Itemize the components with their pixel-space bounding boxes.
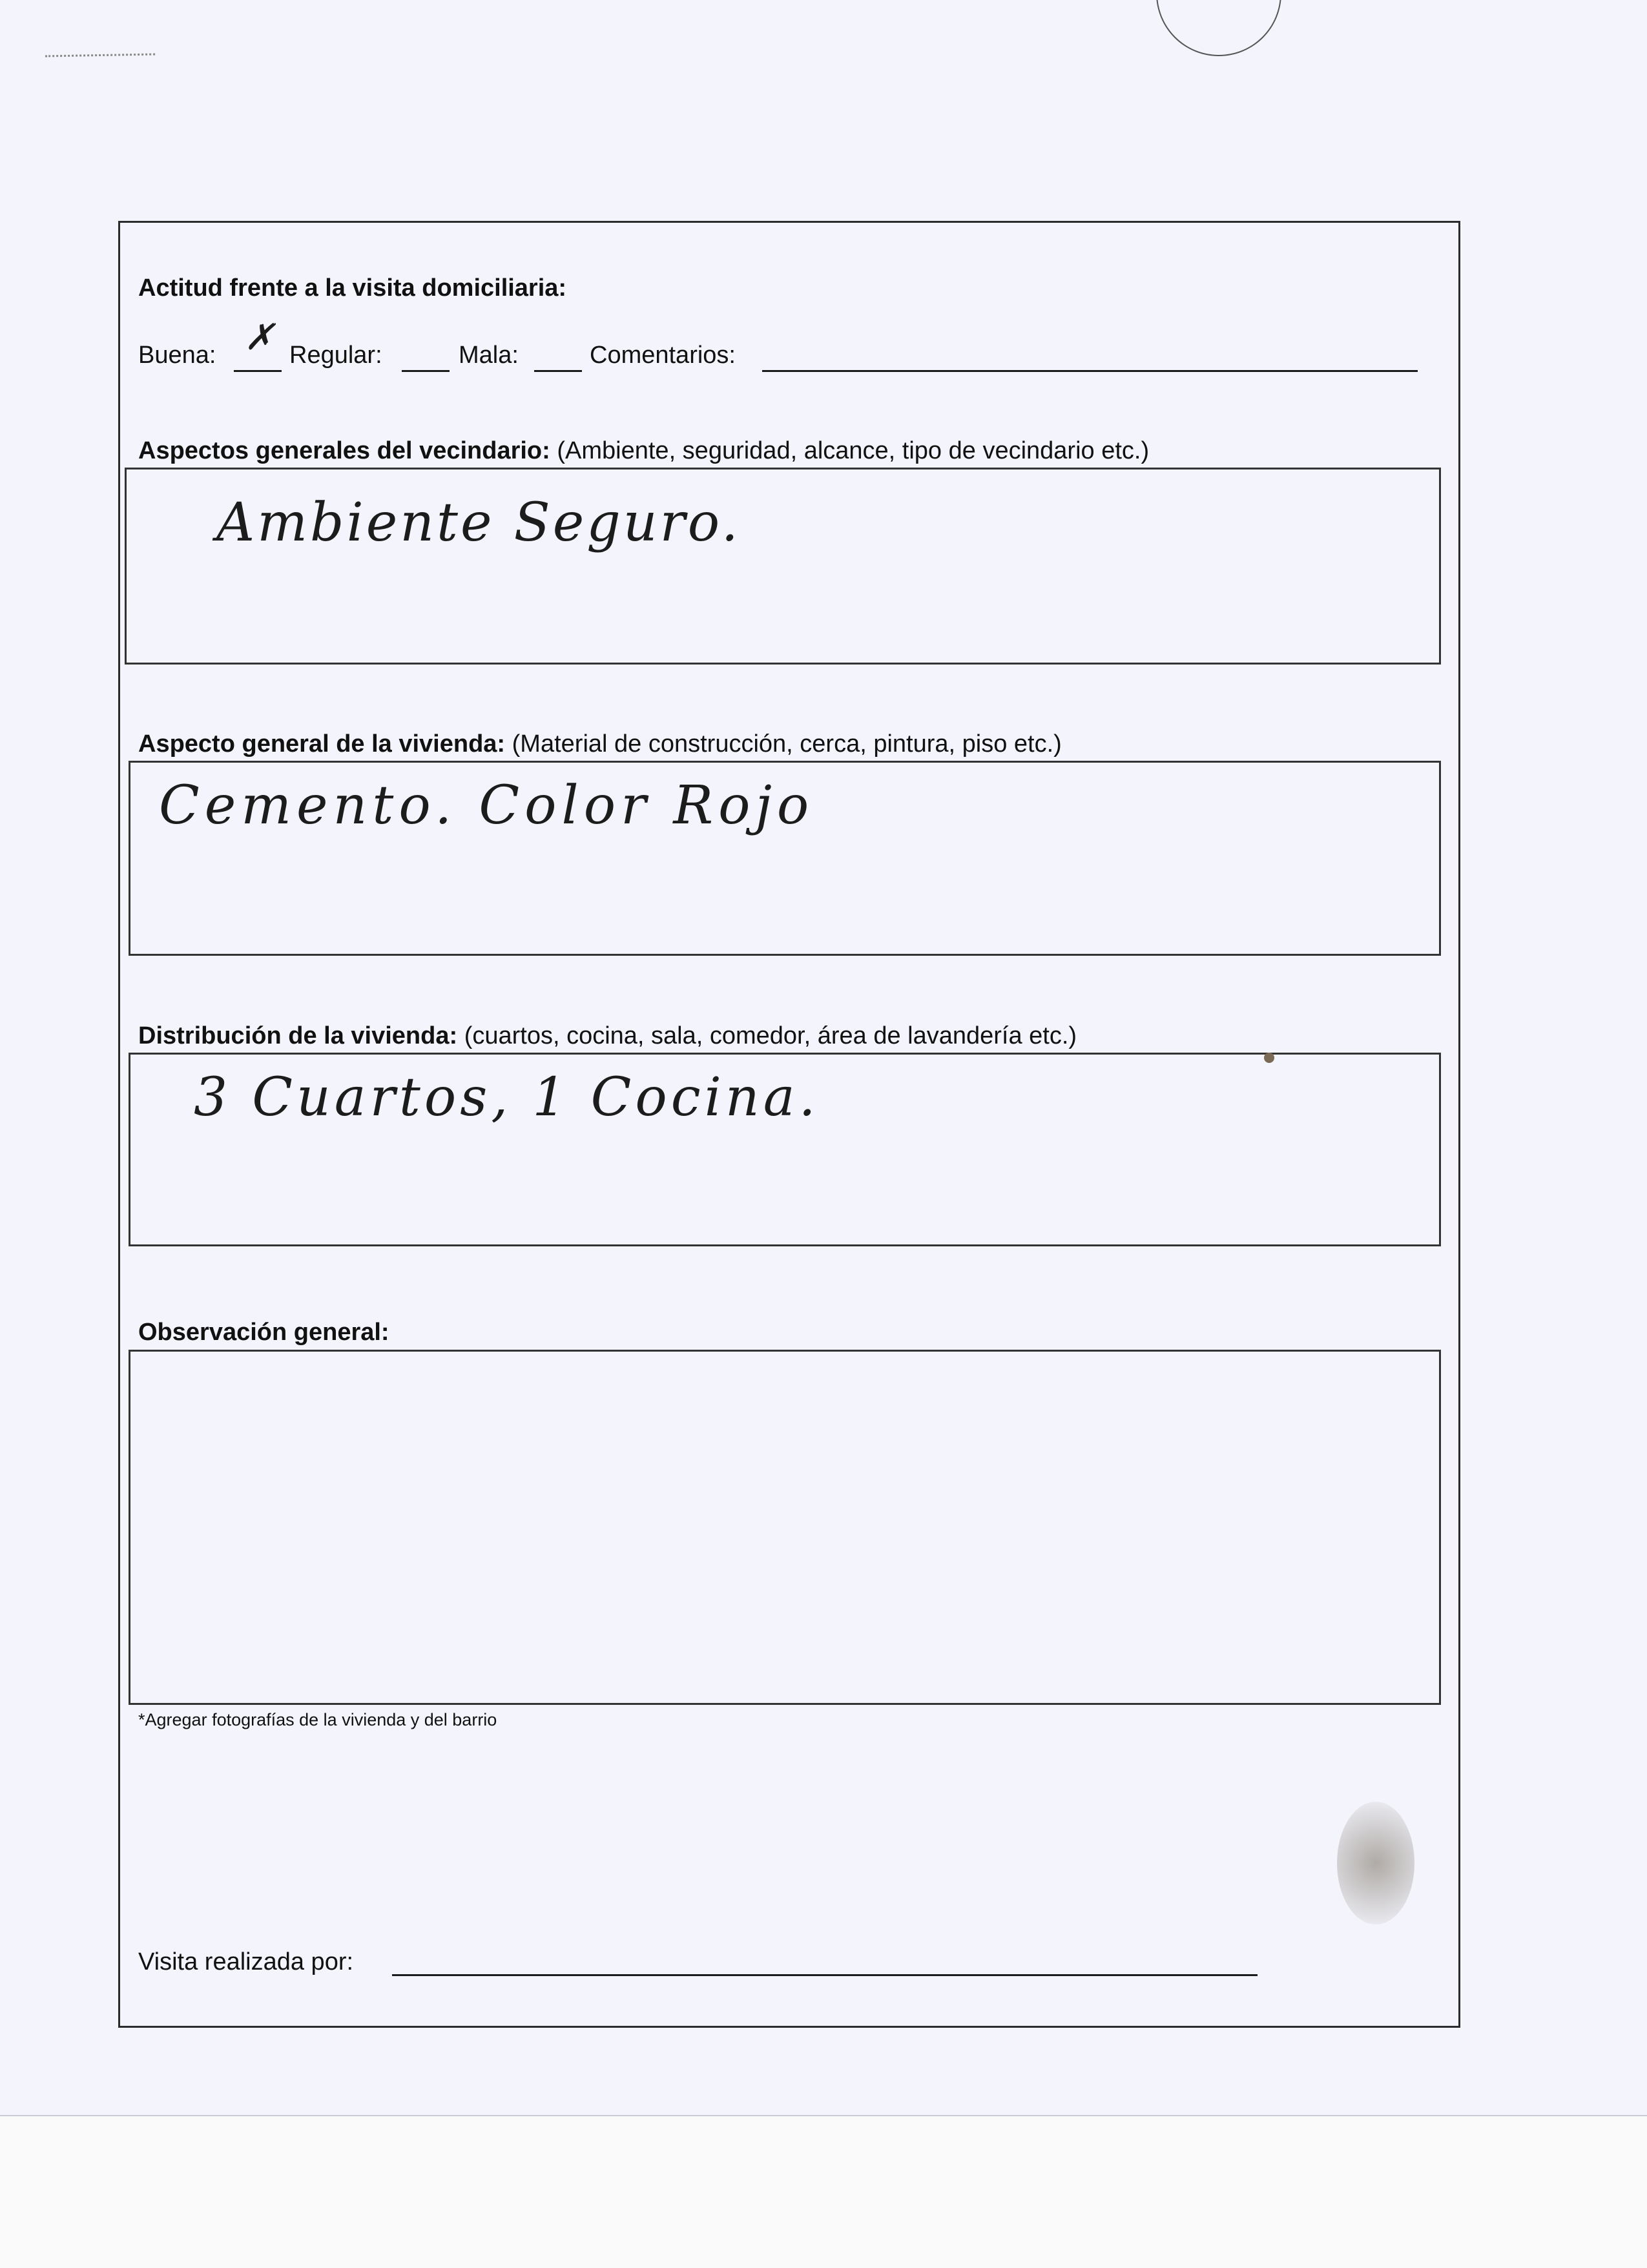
bad-field[interactable]: [534, 370, 582, 372]
dwelling-aspect-label-hint: (Material de construcción, cerca, pintura, piso etc.): [512, 730, 1062, 758]
dwelling-layout-label-bold: Distribución de la vivienda:: [138, 1022, 458, 1049]
good-checkmark: ✗: [244, 316, 274, 358]
scan-corner-mark: [45, 45, 155, 57]
dwelling-layout-label: [138, 1022, 1077, 1050]
dwelling-aspect-handwriting: Cemento. Color Rojo: [159, 775, 814, 836]
good-field[interactable]: [234, 370, 282, 372]
observation-label: Observación general:: [138, 1319, 389, 1346]
dwelling-layout-label-hint: (cuartos, cocina, sala, comedor, área de lavandería etc.): [464, 1022, 1077, 1049]
neighborhood-handwriting: Ambiente Seguro.: [216, 492, 741, 553]
dwelling-aspect-label: [138, 730, 1062, 758]
attitude-heading: Actitud frente a la visita domiciliaria:: [138, 274, 567, 302]
regular-field[interactable]: [402, 370, 450, 372]
comments-label: Comentarios:: [590, 342, 736, 369]
neighborhood-label-hint: (Ambiente, seguridad, alcance, tipo de vecindario etc.): [557, 437, 1150, 464]
visited-by-label: Visita realizada por:: [138, 1948, 354, 1975]
neighborhood-label: [138, 437, 1149, 465]
page-fold-mark: [1156, 0, 1281, 56]
visited-by-field[interactable]: [392, 1974, 1258, 1976]
dwelling-aspect-label-bold: Aspecto general de la vivienda:: [138, 730, 506, 758]
regular-label: Regular:: [289, 342, 382, 369]
good-label: Buena:: [138, 342, 216, 369]
dwelling-layout-handwriting: 3 Cuartos, 1 Cocina.: [194, 1067, 820, 1128]
comments-field[interactable]: [762, 370, 1418, 372]
observation-box[interactable]: [129, 1350, 1441, 1705]
photo-note: *Agregar fotografías de la vivienda y del barrio: [138, 1710, 497, 1729]
scan-bottom-strip: [0, 2115, 1647, 2268]
bad-label: Mala:: [459, 342, 519, 369]
smudge-stain: [1337, 1802, 1414, 1924]
ink-dot: [1264, 1053, 1274, 1063]
neighborhood-label-bold: Aspectos generales del vecindario:: [138, 437, 550, 464]
